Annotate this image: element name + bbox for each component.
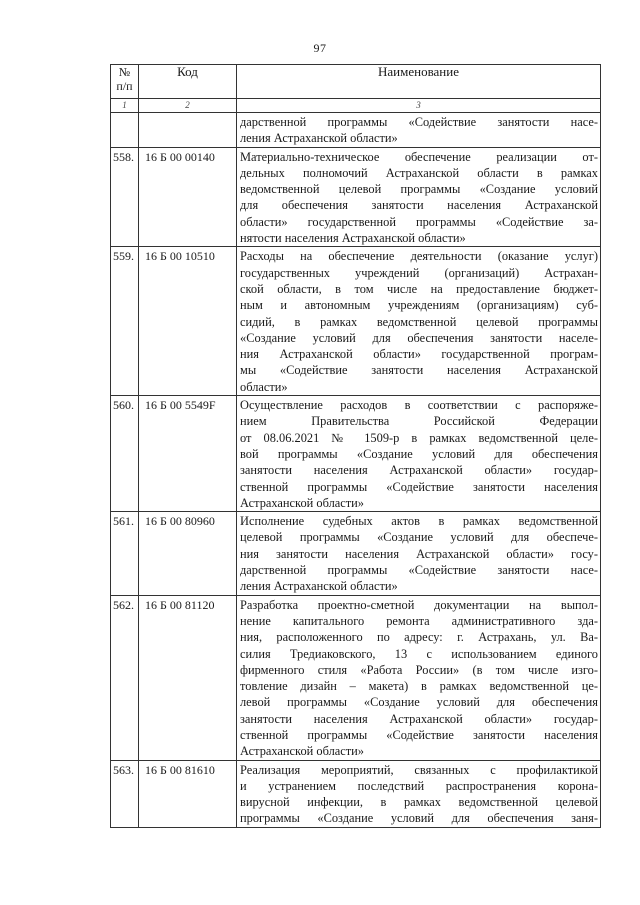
- page-number: 97: [313, 41, 327, 55]
- name-line: ведомственной целевой программы «Создание условий: [240, 182, 598, 197]
- name-line: области» государственной программы «Содействие за-: [240, 214, 598, 229]
- row-name: [237, 595, 601, 760]
- name-line: государственных учреждений (организаций) Астрахан-: [240, 265, 598, 280]
- row-num: 558.: [111, 147, 139, 247]
- name-line: левой программы «Создание условий для обеспечения: [240, 695, 598, 710]
- row-name: [237, 512, 601, 595]
- row-code: 16 Б 00 81120: [139, 595, 237, 760]
- name-line: ской области, в том числе на предоставление бюджет-: [240, 281, 598, 296]
- name-line: ственной программы «Содействие занятости населения: [240, 479, 598, 494]
- name-line: Материально-техническое обеспечение реализации от-: [240, 149, 598, 164]
- name-line: занятости населения Астраханской области» государ-: [240, 711, 598, 726]
- name-line: ния, расположенного по адресу: г. Астрахань, ул. Ва-: [240, 630, 598, 645]
- name-line: нение капитального ремонта административного зда-: [240, 613, 598, 628]
- name-line: от 08.06.2021 № 1509-р в рамках ведомственной целе-: [240, 430, 598, 445]
- row-num: 559.: [111, 247, 139, 396]
- name-line: Расходы на обеспечение деятельности (оказание услуг): [240, 249, 598, 264]
- name-line: фирменного стиля «Работа России» (в том числе изго-: [240, 662, 598, 677]
- table-row: [111, 760, 601, 827]
- name-line: области»: [240, 379, 288, 394]
- name-line: дарственной программы «Содействие занятости насе-: [240, 115, 598, 129]
- name-line: дарственной программы «Содействие занятости насе-: [240, 563, 598, 578]
- header-num-label: № п/п: [116, 65, 133, 93]
- name-line: программы «Создание условий для обеспечения заня-: [240, 811, 598, 826]
- name-line: силия Тредиаковского, 13 с использованием единого: [240, 646, 598, 661]
- row-code: 16 Б 00 5549F: [139, 396, 237, 512]
- name-line: ления Астраханской области»: [240, 579, 398, 594]
- name-line: нятости населения Астраханской области»: [240, 231, 466, 246]
- header-num: [111, 65, 139, 99]
- row-code: 16 Б 00 10510: [139, 247, 237, 396]
- row-name: [237, 247, 601, 396]
- name-line: целевой программы «Создание условий для обеспече-: [240, 530, 598, 545]
- table-row: [111, 595, 601, 760]
- column-index: 2: [139, 99, 237, 113]
- row-name: [237, 760, 601, 827]
- name-line: ления Астраханской области»: [240, 131, 398, 146]
- name-line: вирусной инфекции, в рамках ведомственной целевой: [240, 795, 598, 810]
- row-code: 16 Б 00 80960: [139, 512, 237, 595]
- row-name: [237, 113, 601, 148]
- name-line: занятости населения Астраханской области» государ-: [240, 463, 598, 478]
- header-name-label: Наименование: [378, 64, 459, 79]
- name-line: нием Правительства Российской Федерации: [240, 414, 598, 429]
- row-code: 16 Б 00 81610: [139, 760, 237, 827]
- row-num: 562.: [111, 595, 139, 760]
- table-row-continuation: [111, 113, 601, 148]
- header-name: [237, 65, 601, 99]
- table-row: [111, 512, 601, 595]
- row-name: [237, 396, 601, 512]
- name-line: вой программы «Создание условий для обеспечения: [240, 446, 598, 461]
- name-line: ния занятости населения Астраханской области» госу-: [240, 546, 598, 561]
- name-line: Исполнение судебных актов в рамках ведомственной: [240, 514, 598, 529]
- name-line: Астраханской области»: [240, 495, 364, 510]
- name-line: сидий, в рамках ведомственной целевой программы: [240, 314, 598, 329]
- name-line: Осуществление расходов в соответствии с распоряже-: [240, 398, 598, 413]
- table-header-row: [111, 65, 601, 99]
- row-num: 560.: [111, 396, 139, 512]
- name-line: «Создание условий для обеспечения занятости населе-: [240, 330, 598, 345]
- table-row: [111, 396, 601, 512]
- name-line: ния Астраханской области» государственной програм-: [240, 347, 598, 362]
- table-row: [111, 247, 601, 396]
- name-line: ным и автономным учреждениям (организациям) суб-: [240, 298, 598, 313]
- row-code: [139, 113, 237, 148]
- column-index: 3: [237, 99, 601, 113]
- row-code: 16 Б 00 00140: [139, 147, 237, 247]
- name-line: дельных полномочий Астраханской области в рамках: [240, 165, 598, 180]
- name-line: и устранением последствий распространения корона-: [240, 778, 598, 793]
- name-line: Астраханской области»: [240, 744, 364, 759]
- header-code: [139, 65, 237, 99]
- name-line: мы «Содействие занятости населения Астраханской: [240, 363, 598, 378]
- row-num: [111, 113, 139, 148]
- name-line: Разработка проектно-сметной документации на выпол-: [240, 597, 598, 612]
- header-code-label: Код: [177, 64, 198, 79]
- table-row: [111, 147, 601, 247]
- row-num: 563.: [111, 760, 139, 827]
- row-num: 561.: [111, 512, 139, 595]
- name-line: Реализация мероприятий, связанных с профилактикой: [240, 762, 598, 777]
- column-index: 1: [111, 99, 139, 113]
- budget-codes-table: [110, 64, 601, 828]
- name-line: ственной программы «Содействие занятости населения: [240, 727, 598, 742]
- row-name: [237, 147, 601, 247]
- name-line: для обеспечения занятости населения Астраханской: [240, 198, 598, 213]
- column-index-row: [111, 99, 601, 113]
- name-line: товление дизайн – макета) в рамках ведомственной це-: [240, 679, 598, 694]
